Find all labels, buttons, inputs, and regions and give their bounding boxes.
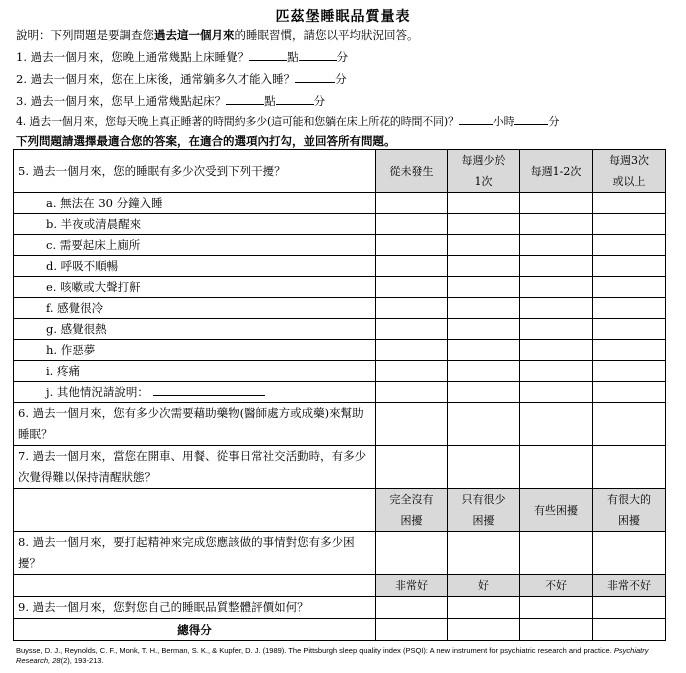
citation-journal: Psychiatry Research, 28 bbox=[16, 646, 649, 665]
trouble-header-row bbox=[14, 489, 666, 532]
q3-unit-hour: 點 bbox=[264, 94, 276, 108]
q1-hour-blank[interactable] bbox=[249, 50, 287, 61]
q5-sub-row bbox=[14, 340, 666, 361]
q3-min-blank[interactable] bbox=[276, 94, 314, 105]
q8-option-3[interactable] bbox=[593, 532, 666, 575]
q7-option-0[interactable] bbox=[376, 446, 448, 489]
quality-header-3: 非常不好 bbox=[593, 575, 666, 597]
q5-sub-row bbox=[14, 277, 666, 298]
q5-option-1[interactable] bbox=[448, 319, 520, 340]
q9-text: 9. 過去一個月來，您對您自己的睡眠品質整體評價如何？ bbox=[14, 597, 376, 619]
q5-option-2[interactable] bbox=[520, 382, 593, 403]
q5-text: 5. 過去一個月來，您的睡眠有多少次受到下列干擾？ bbox=[14, 150, 376, 193]
q5-option-3[interactable] bbox=[593, 256, 666, 277]
q5-sub-row bbox=[14, 319, 666, 340]
trouble-header-0 bbox=[376, 489, 448, 532]
freq-header-1-label: 每週少於 1次 bbox=[461, 154, 506, 188]
q5-option-0[interactable] bbox=[376, 214, 448, 235]
q5-option-3[interactable] bbox=[593, 277, 666, 298]
q8-option-1[interactable] bbox=[448, 532, 520, 575]
trouble-header-2 bbox=[520, 489, 593, 532]
q5-option-3[interactable] bbox=[593, 340, 666, 361]
q5-option-2[interactable] bbox=[520, 319, 593, 340]
freq-header-2-label: 每週1-2次 bbox=[530, 164, 582, 178]
q7-row bbox=[14, 446, 666, 489]
q5-option-1[interactable] bbox=[448, 235, 520, 256]
q5-option-0[interactable] bbox=[376, 277, 448, 298]
questionnaire-table bbox=[13, 149, 666, 641]
q5-option-1[interactable] bbox=[448, 256, 520, 277]
q8-text: 8. 過去一個月來，要打起精神來完成您應該做的事情對您有多少困擾？ bbox=[14, 532, 376, 575]
q5-sub-label: d. 呼吸不順暢 bbox=[14, 256, 376, 277]
freq-header-3 bbox=[593, 150, 666, 193]
total-cell-1[interactable] bbox=[448, 619, 520, 641]
total-cell-3[interactable] bbox=[593, 619, 666, 641]
quality-header-row bbox=[14, 575, 666, 597]
q7-text: 7. 過去一個月來，當您在開車、用餐、從事日常社交活動時，有多少次覺得難以保持清醒狀態？ bbox=[14, 446, 376, 489]
q5-sub-row bbox=[14, 214, 666, 235]
q6-option-1[interactable] bbox=[448, 403, 520, 446]
q6-option-3[interactable] bbox=[593, 403, 666, 446]
q5-sub-row bbox=[14, 382, 666, 403]
question-2 bbox=[16, 71, 347, 87]
trouble-header-3-label: 有很大的 困擾 bbox=[607, 493, 651, 527]
q5-sub-row bbox=[14, 256, 666, 277]
freq-header-0-label: 從未發生 bbox=[389, 164, 434, 178]
q5-option-2[interactable] bbox=[520, 361, 593, 382]
q5-sub-row bbox=[14, 193, 666, 214]
q5-option-0[interactable] bbox=[376, 319, 448, 340]
q5-option-2[interactable] bbox=[520, 298, 593, 319]
q5-option-3[interactable] bbox=[593, 298, 666, 319]
q7-option-1[interactable] bbox=[448, 446, 520, 489]
total-row bbox=[14, 619, 666, 641]
question-1 bbox=[16, 49, 348, 65]
instruction: 下列問題請選擇最適合您的答案，在適合的選項內打勾，並回答所有問題。 bbox=[16, 134, 396, 148]
q6-option-0[interactable] bbox=[376, 403, 448, 446]
trouble-header-0-label: 完全沒有 困擾 bbox=[389, 493, 434, 527]
page-title: 匹茲堡睡眠品質量表 bbox=[275, 9, 411, 25]
q9-option-1[interactable] bbox=[448, 597, 520, 619]
q5-option-2[interactable] bbox=[520, 340, 593, 361]
q5-row bbox=[14, 150, 666, 193]
q7-option-2[interactable] bbox=[520, 446, 593, 489]
q4-unit-min: 分 bbox=[548, 115, 560, 128]
q4-hour-blank[interactable] bbox=[459, 114, 493, 125]
q5-sub-label: a. 無法在 30 分鐘入睡 bbox=[14, 193, 376, 214]
q2-text: 2. 過去一個月來，您在上床後，通常躺多久才能入睡？ bbox=[16, 72, 296, 86]
q5-option-1[interactable] bbox=[448, 382, 520, 403]
q5-sub-row bbox=[14, 298, 666, 319]
q5-option-1[interactable] bbox=[448, 214, 520, 235]
q5-option-0[interactable] bbox=[376, 298, 448, 319]
q5-option-1[interactable] bbox=[448, 193, 520, 214]
q5-sub-row bbox=[14, 235, 666, 256]
question-3 bbox=[16, 93, 325, 109]
citation-issue: (2), 193-213. bbox=[60, 656, 104, 665]
total-cell-0[interactable] bbox=[376, 619, 448, 641]
q5-option-0[interactable] bbox=[376, 361, 448, 382]
question-4 bbox=[16, 113, 559, 129]
total-cell-2[interactable] bbox=[520, 619, 593, 641]
q6-text: 6. 過去一個月來，您有多少次需要藉助藥物(醫師處方或成藥)來幫助睡眠？ bbox=[14, 403, 376, 446]
intro-prefix: 說明：下列問題是要調查您 bbox=[16, 28, 154, 42]
q8-row bbox=[14, 532, 666, 575]
intro-suffix: 的睡眠習慣，請您以平均狀況回答。 bbox=[234, 28, 419, 42]
freq-header-3-label: 每週3次 或以上 bbox=[609, 154, 649, 188]
total-label: 總得分 bbox=[14, 619, 376, 641]
q3-unit-min: 分 bbox=[313, 94, 326, 108]
q6-row bbox=[14, 403, 666, 446]
q5-option-0[interactable] bbox=[376, 340, 448, 361]
freq-header-1 bbox=[448, 150, 520, 193]
intro-line bbox=[16, 27, 419, 43]
q5-option-2[interactable] bbox=[520, 214, 593, 235]
q4-min-blank[interactable] bbox=[514, 114, 548, 125]
q5-option-0[interactable] bbox=[376, 235, 448, 256]
quality-header-empty bbox=[14, 575, 376, 597]
quality-header-2: 不好 bbox=[520, 575, 593, 597]
q5-sub-label: j. 其他情況請說明： bbox=[14, 382, 376, 403]
q5-sub-label: h. 作惡夢 bbox=[14, 340, 376, 361]
q2-unit-min: 分 bbox=[335, 72, 347, 86]
q5-option-3[interactable] bbox=[593, 361, 666, 382]
q3-text: 3. 過去一個月來，您早上通常幾點起床？ bbox=[16, 94, 227, 108]
intro-bold: 過去這一個月來 bbox=[154, 28, 235, 42]
q5-option-0[interactable] bbox=[376, 193, 448, 214]
trouble-header-2-label: 有些困擾 bbox=[534, 503, 578, 517]
q1-min-blank[interactable] bbox=[299, 50, 337, 61]
q1-unit-hour: 點 bbox=[287, 50, 299, 64]
q5-option-2[interactable] bbox=[520, 193, 593, 214]
q8-option-0[interactable] bbox=[376, 532, 448, 575]
q5-option-3[interactable] bbox=[593, 235, 666, 256]
q5-option-1[interactable] bbox=[448, 277, 520, 298]
q5-option-3[interactable] bbox=[593, 319, 666, 340]
q1-text: 1. 過去一個月來，您晚上通常幾點上床睡覺？ bbox=[16, 50, 250, 64]
q5-option-0[interactable] bbox=[376, 382, 448, 403]
q5-option-3[interactable] bbox=[593, 382, 666, 403]
trouble-header-3 bbox=[593, 489, 666, 532]
q3-hour-blank[interactable] bbox=[226, 94, 264, 105]
quality-header-0: 非常好 bbox=[376, 575, 448, 597]
q5-sub-label: f. 感覺很冷 bbox=[14, 298, 376, 319]
q5-sub-label: e. 咳嗽或大聲打鼾 bbox=[14, 277, 376, 298]
q9-option-0[interactable] bbox=[376, 597, 448, 619]
q7-option-3[interactable] bbox=[593, 446, 666, 489]
q4-text: 4. 過去一個月來，您每天晚上真正睡著的時間約多少(這可能和您躺在床上所花的時間不同)？ bbox=[16, 115, 459, 128]
q1-unit-min: 分 bbox=[336, 50, 349, 64]
q5-option-2[interactable] bbox=[520, 235, 593, 256]
trouble-header-1 bbox=[448, 489, 520, 532]
q5-sub-label: g. 感覺很熱 bbox=[14, 319, 376, 340]
q5-option-2[interactable] bbox=[520, 256, 593, 277]
q5-option-0[interactable] bbox=[376, 256, 448, 277]
citation-authors: Buysse, D. J., Reynolds, C. F., Monk, T. H., Berman, S. K., & Kupfer, D. J. (1989). The Pittsburgh sleep quality index (PSQI): A new instrument for psychiatric research and practice. bbox=[16, 646, 614, 655]
trouble-header-1-label: 只有很少 困擾 bbox=[461, 493, 506, 527]
q4-unit-hour: 小時 bbox=[492, 115, 515, 128]
q9-option-2[interactable] bbox=[520, 597, 593, 619]
q6-option-2[interactable] bbox=[520, 403, 593, 446]
q5-option-2[interactable] bbox=[520, 277, 593, 298]
q5-sub-label: i. 疼痛 bbox=[14, 361, 376, 382]
q9-row bbox=[14, 597, 666, 619]
citation bbox=[16, 646, 676, 666]
q5-option-1[interactable] bbox=[448, 340, 520, 361]
q5-option-1[interactable] bbox=[448, 298, 520, 319]
quality-header-1: 好 bbox=[448, 575, 520, 597]
q2-min-blank[interactable] bbox=[295, 72, 335, 83]
q5-option-3[interactable] bbox=[593, 214, 666, 235]
q5-option-1[interactable] bbox=[448, 361, 520, 382]
freq-header-2 bbox=[520, 150, 593, 193]
other-specify-blank[interactable] bbox=[153, 385, 265, 396]
q5-sub-row bbox=[14, 361, 666, 382]
q8-option-2[interactable] bbox=[520, 532, 593, 575]
trouble-header-empty bbox=[14, 489, 376, 532]
q5-sub-label: b. 半夜或清晨醒來 bbox=[14, 214, 376, 235]
q5-sub-label: c. 需要起床上廁所 bbox=[14, 235, 376, 256]
freq-header-0 bbox=[376, 150, 448, 193]
q5-option-3[interactable] bbox=[593, 193, 666, 214]
q9-option-3[interactable] bbox=[593, 597, 666, 619]
